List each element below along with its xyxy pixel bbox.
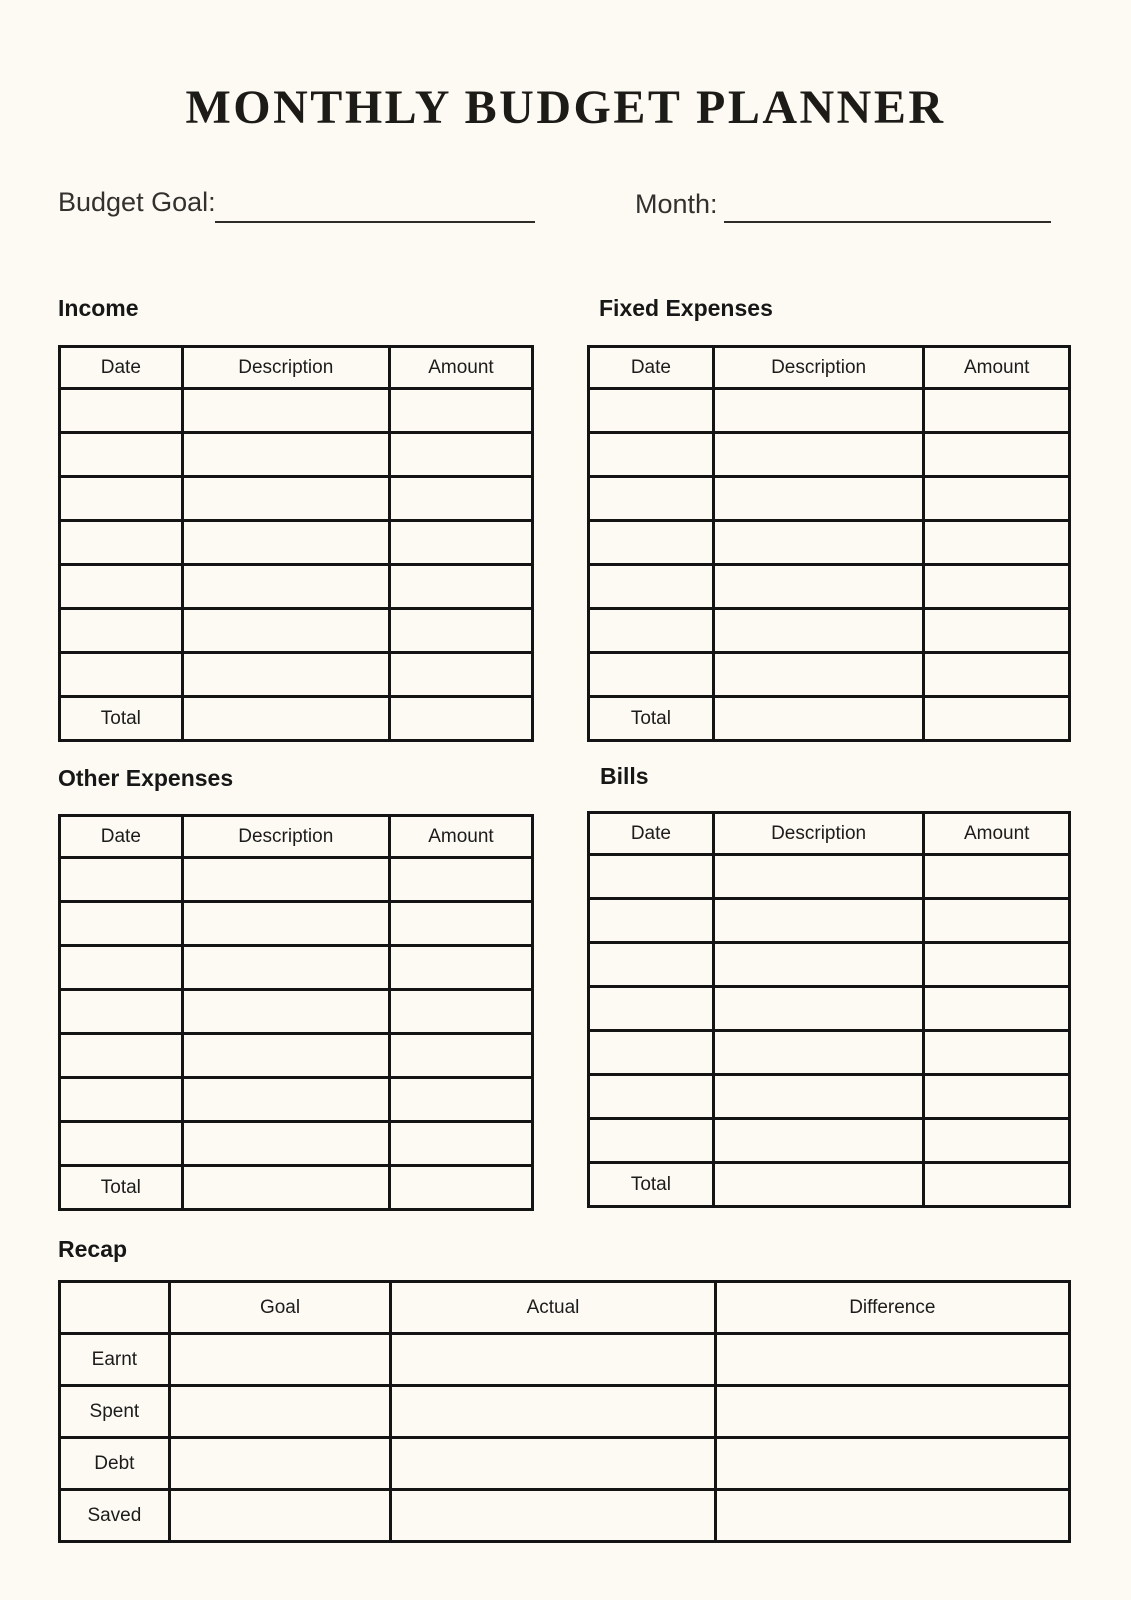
entry-cell-date[interactable] <box>60 990 183 1034</box>
entry-cell-amount[interactable] <box>924 1075 1070 1119</box>
entry-cell-description[interactable] <box>182 609 389 653</box>
entry-cell-description[interactable] <box>713 987 924 1031</box>
column-header-description: Description <box>182 347 389 389</box>
recap-table <box>58 1280 1071 1543</box>
total-row <box>60 697 533 741</box>
entry-cell-date[interactable] <box>60 858 183 902</box>
entry-cell-date[interactable] <box>589 389 714 433</box>
entry-cell-description[interactable] <box>713 653 924 697</box>
recap-row-label: Spent <box>60 1386 170 1438</box>
recap-value-cell[interactable] <box>169 1386 391 1438</box>
recap-value-cell[interactable] <box>169 1334 391 1386</box>
total-label: Total <box>589 1163 714 1207</box>
entry-cell-date[interactable] <box>589 899 714 943</box>
entry-cell-amount[interactable] <box>389 858 532 902</box>
entry-cell-date[interactable] <box>60 389 183 433</box>
entry-row <box>589 943 1070 987</box>
entry-cell-date[interactable] <box>60 565 183 609</box>
entry-cell-date[interactable] <box>589 987 714 1031</box>
entry-cell-description[interactable] <box>713 477 924 521</box>
entry-row <box>60 1078 533 1122</box>
entry-cell-amount[interactable] <box>924 1031 1070 1075</box>
recap-value-cell[interactable] <box>715 1386 1069 1438</box>
recap-value-cell[interactable] <box>715 1334 1069 1386</box>
recap-value-cell[interactable] <box>391 1490 715 1542</box>
column-header-date: Date <box>589 813 714 855</box>
other-expenses-table <box>58 814 534 1211</box>
recap-corner-cell <box>60 1282 170 1334</box>
entry-cell-amount[interactable] <box>389 1034 532 1078</box>
entry-row <box>60 946 533 990</box>
income-header-row <box>60 347 533 389</box>
entry-row <box>60 477 533 521</box>
entry-cell-description[interactable] <box>182 389 389 433</box>
recap-column-header-difference: Difference <box>715 1282 1069 1334</box>
entry-row <box>60 1122 533 1166</box>
entry-row <box>60 389 533 433</box>
entry-cell-amount[interactable] <box>389 653 532 697</box>
budget-goal-input-line[interactable] <box>215 221 535 223</box>
total-value-cell[interactable] <box>389 1166 532 1210</box>
entry-cell-amount[interactable] <box>389 609 532 653</box>
entry-cell-description[interactable] <box>182 433 389 477</box>
entry-cell-amount[interactable] <box>924 521 1070 565</box>
entry-row <box>589 1075 1070 1119</box>
column-header-description: Description <box>713 813 924 855</box>
entry-row <box>589 389 1070 433</box>
recap-header-row <box>60 1282 1070 1334</box>
entry-cell-amount[interactable] <box>389 433 532 477</box>
column-header-description: Description <box>182 816 389 858</box>
total-row <box>60 1166 533 1210</box>
recap-row-debt <box>60 1438 1070 1490</box>
recap-row-saved <box>60 1490 1070 1542</box>
entry-cell-date[interactable] <box>589 609 714 653</box>
entry-cell-amount[interactable] <box>924 987 1070 1031</box>
entry-cell-date[interactable] <box>589 653 714 697</box>
recap-value-cell[interactable] <box>169 1490 391 1542</box>
entry-cell-description[interactable] <box>182 902 389 946</box>
entry-cell-date[interactable] <box>589 521 714 565</box>
entry-row <box>589 987 1070 1031</box>
entry-row <box>589 653 1070 697</box>
bills-table <box>587 811 1071 1208</box>
recap-row-earnt <box>60 1334 1070 1386</box>
recap-row-label: Earnt <box>60 1334 170 1386</box>
section-heading-other-expenses: Other Expenses <box>58 765 234 791</box>
entry-cell-amount[interactable] <box>924 943 1070 987</box>
entry-cell-description[interactable] <box>713 899 924 943</box>
total-row <box>589 697 1070 741</box>
entry-cell-description[interactable] <box>182 858 389 902</box>
entry-cell-date[interactable] <box>60 946 183 990</box>
total-label: Total <box>589 697 714 741</box>
entry-cell-date[interactable] <box>589 1119 714 1163</box>
entry-cell-amount[interactable] <box>389 1122 532 1166</box>
entry-row <box>60 990 533 1034</box>
bills-header-row <box>589 813 1070 855</box>
column-header-amount: Amount <box>924 347 1070 389</box>
total-label: Total <box>60 697 183 741</box>
column-header-amount: Amount <box>924 813 1070 855</box>
entry-cell-date[interactable] <box>60 1078 183 1122</box>
section-heading-recap: Recap <box>58 1236 128 1262</box>
recap-column-header-actual: Actual <box>391 1282 715 1334</box>
recap-row-label: Debt <box>60 1438 170 1490</box>
entry-cell-date[interactable] <box>60 1122 183 1166</box>
entry-cell-amount[interactable] <box>924 433 1070 477</box>
entry-cell-description[interactable] <box>182 477 389 521</box>
total-value-cell[interactable] <box>713 1163 924 1207</box>
entry-cell-description[interactable] <box>182 565 389 609</box>
fixed-expenses-header-row <box>589 347 1070 389</box>
recap-column-header-goal: Goal <box>169 1282 391 1334</box>
month-input-line[interactable] <box>724 221 1051 223</box>
total-value-cell[interactable] <box>389 697 532 741</box>
entry-cell-amount[interactable] <box>389 477 532 521</box>
section-heading-fixed-expenses: Fixed Expenses <box>599 295 773 321</box>
entry-row <box>589 899 1070 943</box>
entry-row <box>589 521 1070 565</box>
entry-cell-amount[interactable] <box>389 521 532 565</box>
entry-cell-date[interactable] <box>589 565 714 609</box>
entry-cell-date[interactable] <box>589 943 714 987</box>
entry-cell-amount[interactable] <box>924 565 1070 609</box>
recap-value-cell[interactable] <box>715 1490 1069 1542</box>
column-header-amount: Amount <box>389 816 532 858</box>
recap-row-spent <box>60 1386 1070 1438</box>
entry-cell-description[interactable] <box>182 990 389 1034</box>
entry-row <box>589 1119 1070 1163</box>
entry-cell-amount[interactable] <box>924 389 1070 433</box>
entry-cell-date[interactable] <box>589 855 714 899</box>
entry-cell-amount[interactable] <box>389 1078 532 1122</box>
entry-row <box>60 433 533 477</box>
entry-cell-date[interactable] <box>60 477 183 521</box>
entry-cell-description[interactable] <box>182 1078 389 1122</box>
entry-cell-amount[interactable] <box>924 477 1070 521</box>
entry-row <box>60 1034 533 1078</box>
income-table <box>58 345 534 742</box>
entry-cell-description[interactable] <box>713 565 924 609</box>
month-label: Month: <box>635 189 718 219</box>
entry-cell-description[interactable] <box>713 855 924 899</box>
entry-cell-date[interactable] <box>589 477 714 521</box>
entry-cell-amount[interactable] <box>924 609 1070 653</box>
entry-cell-description[interactable] <box>182 653 389 697</box>
entry-cell-description[interactable] <box>182 1034 389 1078</box>
column-header-description: Description <box>713 347 924 389</box>
page-title: MONTHLY BUDGET PLANNER <box>185 81 946 134</box>
entry-cell-amount[interactable] <box>389 389 532 433</box>
entry-cell-amount[interactable] <box>389 565 532 609</box>
budget-goal-label: Budget Goal: <box>58 187 216 217</box>
column-header-date: Date <box>60 816 183 858</box>
total-value-cell[interactable] <box>924 697 1070 741</box>
entry-cell-date[interactable] <box>589 1031 714 1075</box>
entry-cell-date[interactable] <box>60 521 183 565</box>
section-heading-income: Income <box>58 295 139 321</box>
entry-cell-description[interactable] <box>182 1122 389 1166</box>
entry-cell-description[interactable] <box>713 1119 924 1163</box>
recap-value-cell[interactable] <box>391 1386 715 1438</box>
entry-row <box>589 565 1070 609</box>
entry-row <box>60 609 533 653</box>
entry-cell-description[interactable] <box>713 1031 924 1075</box>
entry-cell-description[interactable] <box>182 946 389 990</box>
recap-value-cell[interactable] <box>391 1334 715 1386</box>
other-expenses-header-row <box>60 816 533 858</box>
entry-cell-description[interactable] <box>713 521 924 565</box>
column-header-date: Date <box>60 347 183 389</box>
entry-cell-amount[interactable] <box>924 855 1070 899</box>
entry-cell-description[interactable] <box>713 433 924 477</box>
entry-row <box>60 653 533 697</box>
entry-row <box>589 855 1070 899</box>
entry-cell-description[interactable] <box>713 609 924 653</box>
entry-row <box>589 609 1070 653</box>
recap-value-cell[interactable] <box>715 1438 1069 1490</box>
column-header-amount: Amount <box>389 347 532 389</box>
section-heading-bills: Bills <box>600 763 649 789</box>
total-value-cell[interactable] <box>713 697 924 741</box>
entry-cell-amount[interactable] <box>924 1119 1070 1163</box>
total-value-cell[interactable] <box>182 697 389 741</box>
recap-value-cell[interactable] <box>391 1438 715 1490</box>
recap-value-cell[interactable] <box>169 1438 391 1490</box>
column-header-date: Date <box>589 347 714 389</box>
entry-cell-date[interactable] <box>60 653 183 697</box>
fixed-expenses-table <box>587 345 1071 742</box>
entry-cell-amount[interactable] <box>924 653 1070 697</box>
entry-cell-description[interactable] <box>713 389 924 433</box>
total-value-cell[interactable] <box>924 1163 1070 1207</box>
entry-cell-date[interactable] <box>60 433 183 477</box>
entry-cell-amount[interactable] <box>389 902 532 946</box>
entry-row <box>60 565 533 609</box>
total-value-cell[interactable] <box>182 1166 389 1210</box>
entry-cell-amount[interactable] <box>389 990 532 1034</box>
entry-cell-description[interactable] <box>182 521 389 565</box>
entry-cell-amount[interactable] <box>924 899 1070 943</box>
entry-row <box>589 1031 1070 1075</box>
total-row <box>589 1163 1070 1207</box>
entry-cell-description[interactable] <box>713 943 924 987</box>
entry-cell-date[interactable] <box>60 609 183 653</box>
entry-row <box>60 902 533 946</box>
entry-cell-date[interactable] <box>60 1034 183 1078</box>
entry-row <box>60 858 533 902</box>
entry-cell-date[interactable] <box>589 433 714 477</box>
total-label: Total <box>60 1166 183 1210</box>
entry-cell-date[interactable] <box>589 1075 714 1119</box>
entry-cell-amount[interactable] <box>389 946 532 990</box>
entry-cell-description[interactable] <box>713 1075 924 1119</box>
entry-row <box>60 521 533 565</box>
entry-row <box>589 477 1070 521</box>
entry-row <box>589 433 1070 477</box>
entry-cell-date[interactable] <box>60 902 183 946</box>
recap-row-label: Saved <box>60 1490 170 1542</box>
